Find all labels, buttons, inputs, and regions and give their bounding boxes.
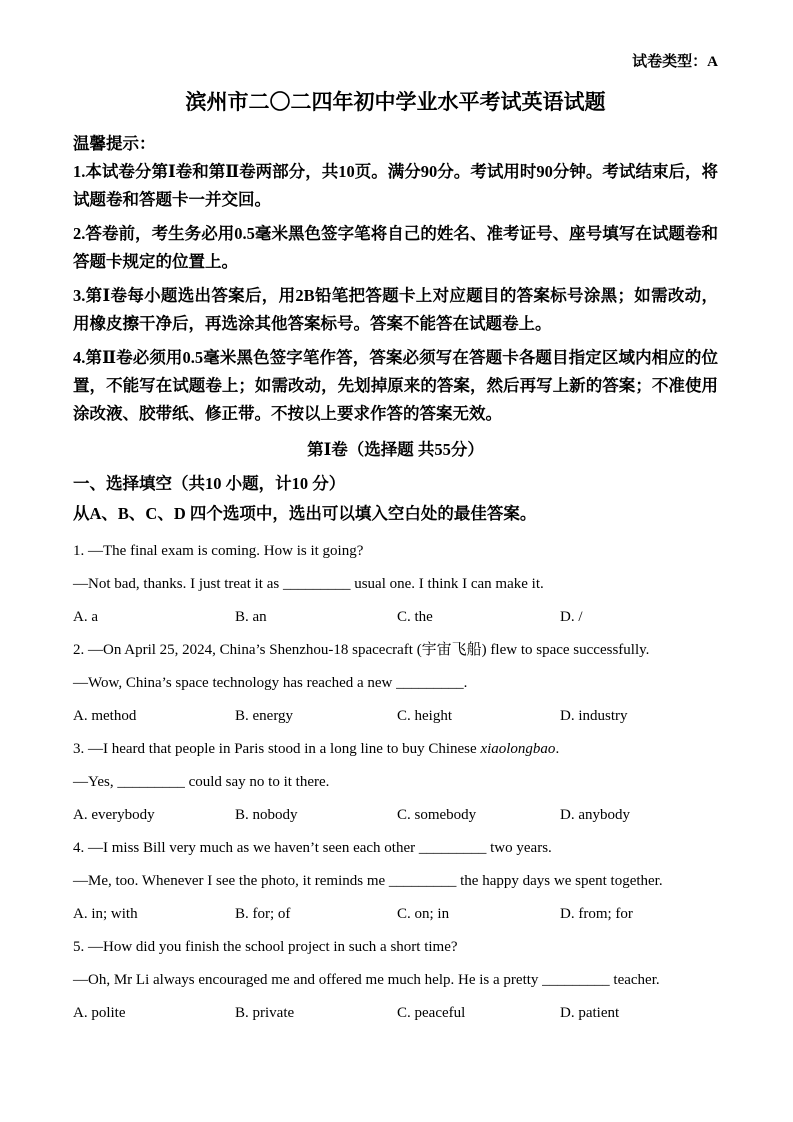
option-a: A. a	[73, 609, 98, 625]
option-c: C. on; in	[397, 906, 450, 922]
paper-type-label: 试卷类型：A	[632, 54, 718, 70]
question-line	[73, 970, 718, 990]
question-line	[73, 739, 718, 759]
notice-item-2: 2.答卷前，考生务必用0.5毫米黑色签字笔将自己的姓名、准考证号、座号填写在试题卷和答题卡规定的位置上。	[73, 224, 718, 271]
option-c: C. somebody	[397, 807, 477, 823]
question-line	[73, 673, 718, 693]
question-text: 1. —The final exam is coming. How is it going?	[73, 543, 364, 559]
section1-heading: 一、选择填空（共10 小题，计10 分）	[73, 474, 346, 493]
option-b: B. nobody	[235, 807, 298, 823]
question-1	[73, 541, 718, 627]
question-options-row	[73, 607, 718, 627]
question-text: —Not bad, thanks. I just treat it as _________ usual one. I think I can make it.	[73, 576, 544, 592]
question-text-italic: xiaolongbao	[480, 741, 556, 757]
question-line	[73, 541, 718, 561]
question-line	[73, 574, 718, 594]
question-text: —Oh, Mr Li always encouraged me and offered me much help. He is a pretty _________ teacher.	[73, 972, 660, 988]
notice-item-3: 3.第Ⅰ卷每小题选出答案后，用2B铅笔把答题卡上对应题目的答案标号涂黑；如需改动，用橡皮擦干净后，再选涂其他答案标号。答案不能答在试题卷上。	[73, 286, 718, 333]
question-text: 2. —On April 25, 2024, China’s Shenzhou-18 spacecraft (宇宙飞船) flew to space successfully.	[73, 642, 650, 658]
question-options-row	[73, 706, 718, 726]
question-line	[73, 838, 718, 858]
option-d: D. /	[560, 609, 583, 625]
question-line	[73, 772, 718, 792]
question-line	[73, 937, 718, 957]
question-text: —Wow, China’s space technology has reached a new _________.	[73, 675, 468, 691]
option-c: C. the	[397, 609, 433, 625]
option-d: D. industry	[560, 708, 628, 724]
option-a: A. everybody	[73, 807, 155, 823]
option-b: B. an	[235, 609, 267, 625]
option-d: D. anybody	[560, 807, 630, 823]
option-a: A. polite	[73, 1005, 126, 1021]
question-text: 3. —I heard that people in Paris stood in a long line to buy Chinese	[73, 741, 481, 757]
question-3	[73, 739, 718, 825]
notice-item-1: 1.本试卷分第Ⅰ卷和第Ⅱ卷两部分，共10页。满分90分。考试用时90分钟。考试结束后，将试题卷和答题卡一并交回。	[73, 162, 718, 209]
option-c: C. peaceful	[397, 1005, 466, 1021]
option-d: D. from; for	[560, 906, 633, 922]
question-line	[73, 640, 718, 660]
questions-list	[73, 541, 718, 1023]
notice-heading: 温馨提示：	[73, 134, 156, 153]
section1-instruction: 从A、B、C、D 四个选项中，选出可以填入空白处的最佳答案。	[73, 504, 537, 523]
option-b: B. private	[235, 1005, 295, 1021]
page-title: 滨州市二〇二四年初中学业水平考试英语试题	[185, 90, 606, 114]
question-line	[73, 871, 718, 891]
part1-heading: 第Ⅰ卷（选择题 共55分）	[307, 440, 484, 459]
option-c: C. height	[397, 708, 452, 724]
question-text: —Yes, _________ could say no to it there.	[73, 774, 330, 790]
question-4	[73, 838, 718, 924]
option-d: D. patient	[560, 1005, 620, 1021]
question-options-row	[73, 1003, 718, 1023]
option-a: A. in; with	[73, 906, 138, 922]
question-text: .	[555, 741, 560, 757]
option-b: B. for; of	[235, 906, 291, 922]
question-options-row	[73, 805, 718, 825]
option-a: A. method	[73, 708, 137, 724]
question-text: —Me, too. Whenever I see the photo, it reminds me _________ the happy days we spent together.	[73, 873, 663, 889]
question-2	[73, 640, 718, 726]
option-b: B. energy	[235, 708, 294, 724]
notice-item-4: 4.第Ⅱ卷必须用0.5毫米黑色签字笔作答，答案必须写在答题卡各题目指定区域内相应的位置，不能写在试题卷上；如需改动，先划掉原来的答案，然后再写上新的答案；不准使用涂改液、胶带纸、修正带。不按以上要求作答的答案无效。	[73, 348, 718, 423]
question-5	[73, 937, 718, 1023]
question-text: 5. —How did you finish the school project in such a short time?	[73, 939, 458, 955]
question-text: 4. —I miss Bill very much as we haven’t seen each other _________ two years.	[73, 840, 552, 856]
question-options-row	[73, 904, 718, 924]
